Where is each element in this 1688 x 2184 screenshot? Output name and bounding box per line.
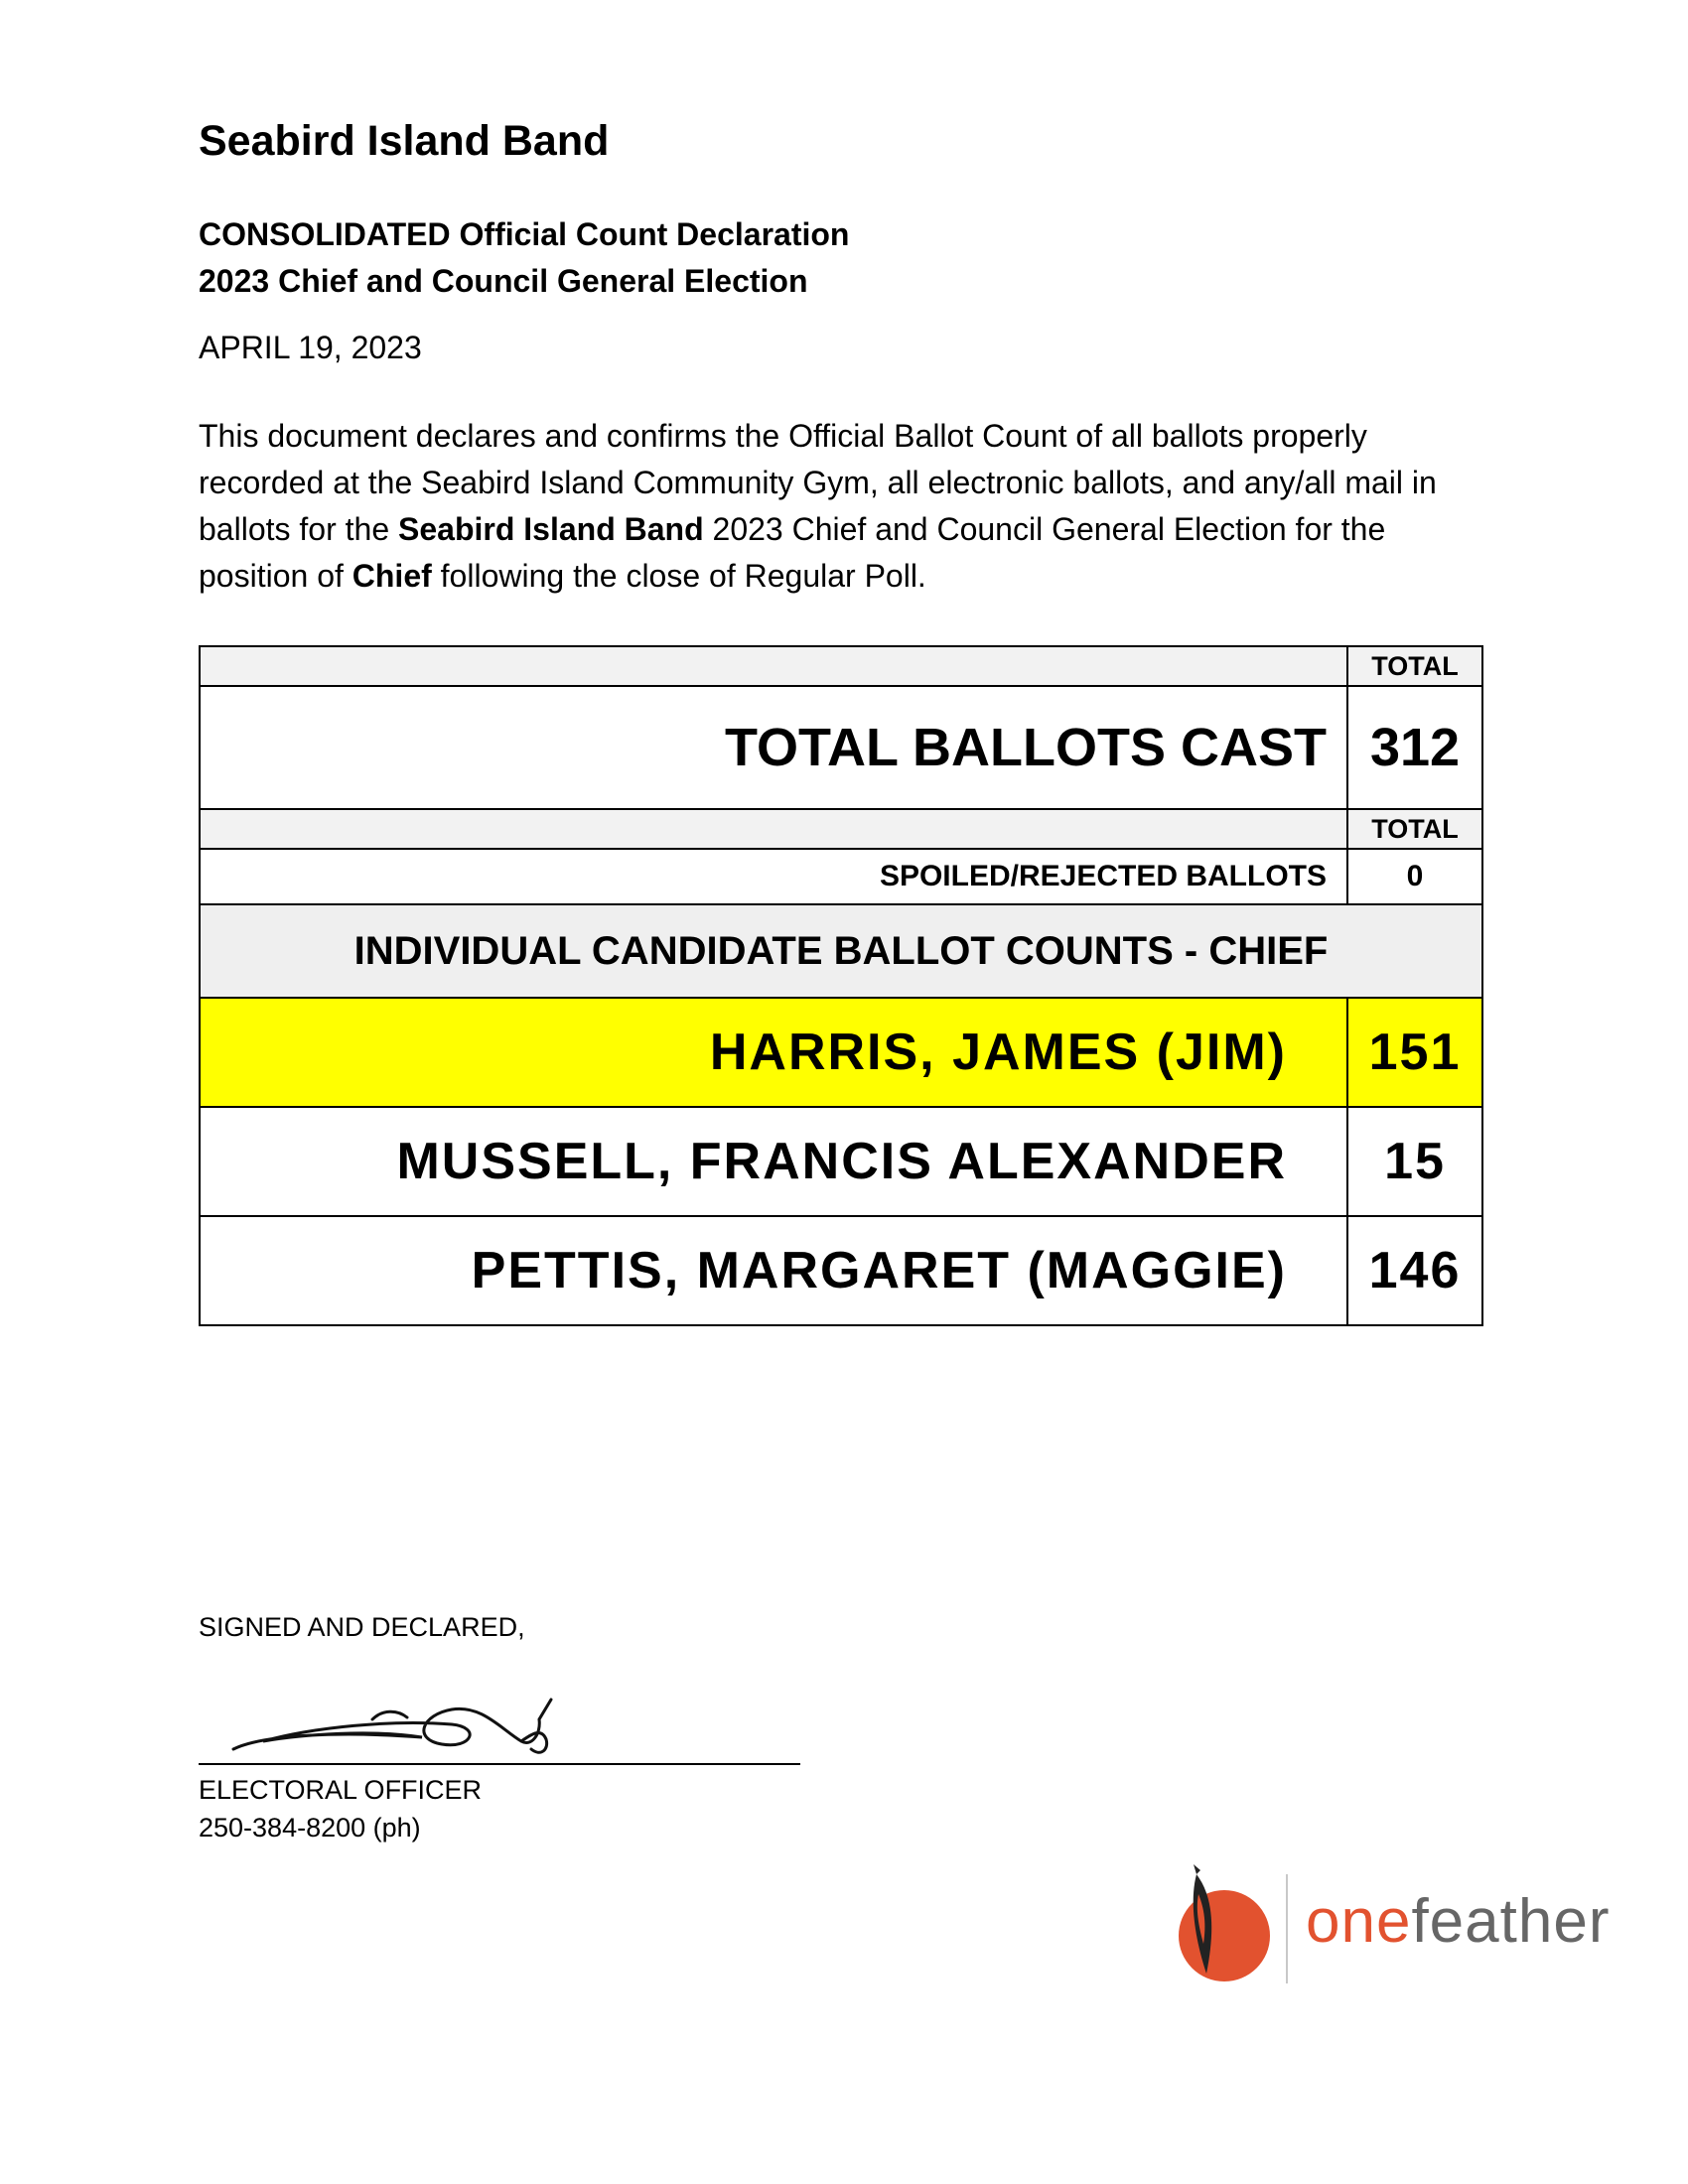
feather-icon xyxy=(1167,1864,1276,1993)
onefeather-logo xyxy=(1167,1864,1614,1993)
candidate-row xyxy=(200,998,1482,1107)
spoiled-label: SPOILED/REJECTED BALLOTS xyxy=(200,849,1347,904)
candidate-row xyxy=(200,1216,1482,1325)
total-header: TOTAL xyxy=(1347,809,1482,849)
spoiled-row xyxy=(200,849,1482,904)
logo-text-one: one xyxy=(1306,1887,1412,1956)
paragraph-band-bold: Seabird Island Band xyxy=(398,511,704,547)
election-title: 2023 Chief and Council General Election xyxy=(199,263,808,299)
ballot-count-table xyxy=(199,645,1483,1326)
paragraph-text: following the close of Regular Poll. xyxy=(431,558,926,594)
candidate-votes: 146 xyxy=(1347,1216,1482,1325)
declaration-date: APRIL 19, 2023 xyxy=(199,330,422,365)
candidate-votes: 151 xyxy=(1347,998,1482,1107)
paragraph-text: 2023 Chief and Council General Election for the position of xyxy=(199,511,1386,594)
total-ballots-row xyxy=(200,686,1482,809)
signed-declared: SIGNED AND DECLARED, xyxy=(199,1612,525,1642)
candidate-name: PETTIS, MARGARET (MAGGIE) xyxy=(200,1216,1347,1325)
logo-divider xyxy=(1286,1874,1288,1983)
signature-image xyxy=(223,1680,561,1769)
candidate-votes: 15 xyxy=(1347,1107,1482,1216)
officer-phone: 250-384-8200 (ph) xyxy=(199,1813,421,1843)
paragraph-position-bold: Chief xyxy=(352,558,432,594)
table-header-row xyxy=(200,809,1482,849)
spoiled-value: 0 xyxy=(1347,849,1482,904)
table-header-row xyxy=(200,646,1482,686)
section-title: INDIVIDUAL CANDIDATE BALLOT COUNTS - CHIEF xyxy=(200,904,1482,998)
header-blank-cell xyxy=(200,809,1347,849)
candidate-name: HARRIS, JAMES (JIM) xyxy=(200,998,1347,1107)
band-name: Seabird Island Band xyxy=(199,117,610,165)
declaration-paragraph xyxy=(199,413,1489,600)
declaration-title: CONSOLIDATED Official Count Declaration xyxy=(199,216,850,252)
paragraph-text: This document declares and confirms the Official Ballot Count of all ballots properly recorded at the Seabird Island Community Gym, all electronic ballots, and any/all mail in ballots for the xyxy=(199,418,1437,547)
candidate-row xyxy=(200,1107,1482,1216)
section-row xyxy=(200,904,1482,998)
logo-text-feather: feather xyxy=(1411,1887,1611,1956)
signature-line xyxy=(199,1763,800,1765)
logo-wordmark xyxy=(1306,1886,1610,1957)
total-ballots-value: 312 xyxy=(1347,686,1482,809)
total-ballots-label: TOTAL BALLOTS CAST xyxy=(200,686,1347,809)
officer-title: ELECTORAL OFFICER xyxy=(199,1775,483,1805)
candidate-name: MUSSELL, FRANCIS ALEXANDER xyxy=(200,1107,1347,1216)
total-header: TOTAL xyxy=(1347,646,1482,686)
header-blank-cell xyxy=(200,646,1347,686)
